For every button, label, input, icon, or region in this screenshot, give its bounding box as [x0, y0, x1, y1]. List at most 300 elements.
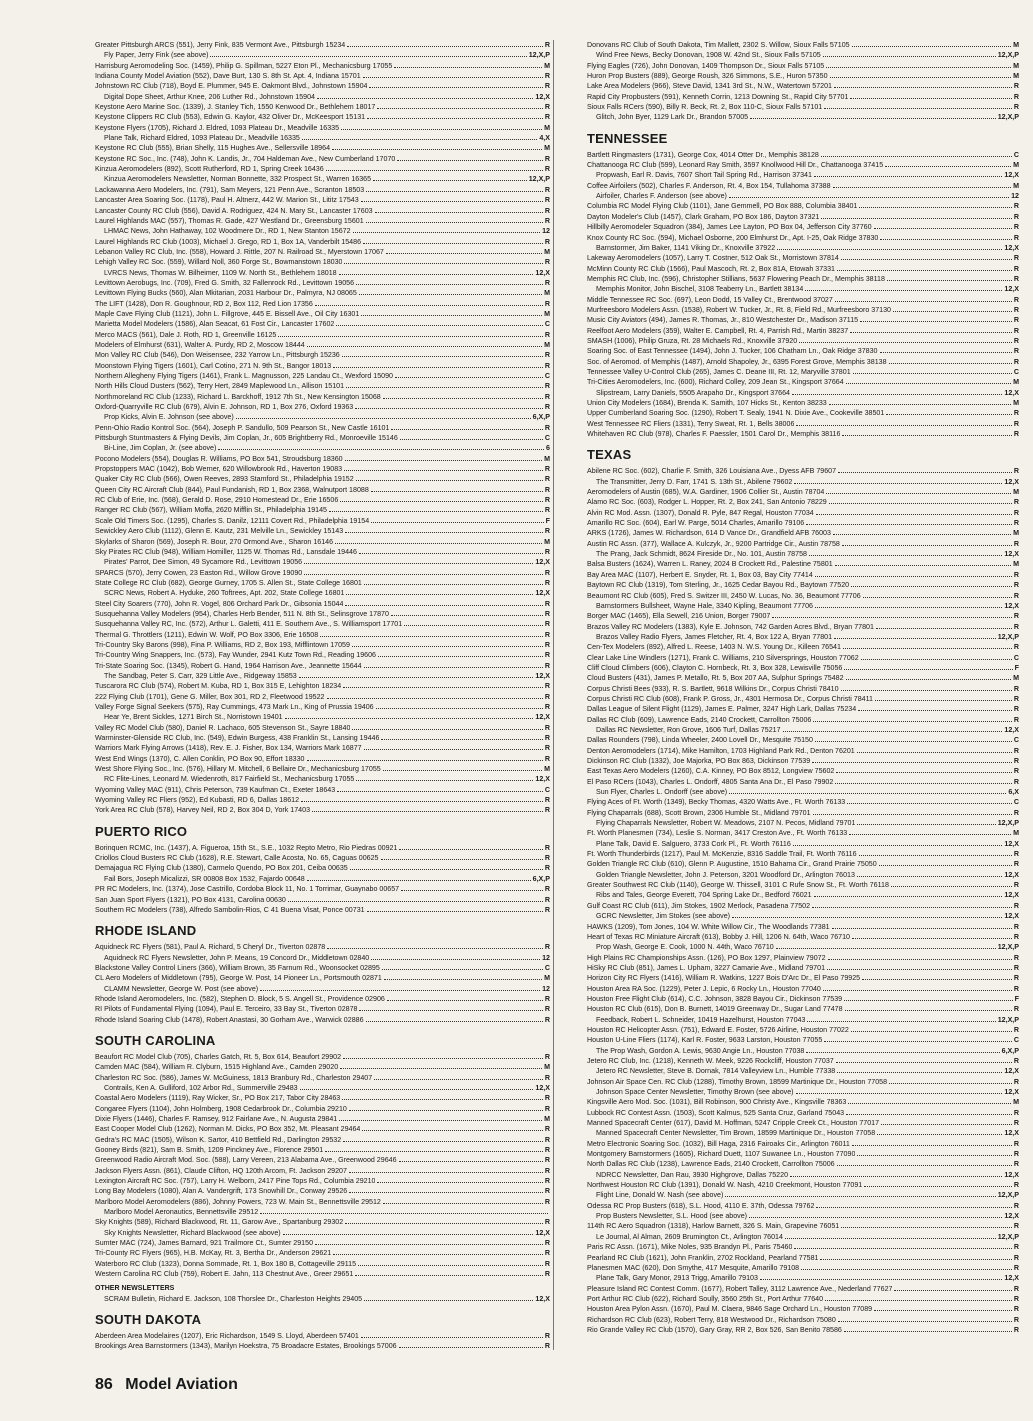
- leader-dots: [374, 1073, 543, 1080]
- entry-code: 6,X,P: [532, 874, 550, 883]
- entry-code: M: [1013, 61, 1019, 70]
- club-entry: [95, 681, 550, 691]
- entry-text: Hillbilly Aeromodeler Squadron (384), James Lee Layton, PO Box 04, Jefferson City 37760: [587, 223, 872, 232]
- leader-dots: [794, 1242, 1011, 1249]
- entry-text: Rhode Island Soaring Club (1478), Robert Anastasi, 30 Gorham Ave., Warwick 02886: [95, 1015, 364, 1024]
- leader-dots: [825, 1294, 1012, 1301]
- entry-text: Bartlett Ringmasters (1731), George Cox, 4014 Otter Dr., Memphis 38128: [587, 150, 819, 159]
- leader-dots: [801, 1263, 1012, 1270]
- entry-code: C: [1013, 736, 1019, 745]
- entry-text: CLAMM Newsletter, George W. Post (see above): [104, 984, 259, 993]
- club-entry: [587, 518, 1019, 528]
- club-entry: [587, 663, 1019, 673]
- entry-code: R: [544, 1187, 550, 1196]
- club-entry: [95, 495, 550, 505]
- entry-text: Lexington Aircraft RC Soc. (757), Larry H. Welborn, 2417 Pine Tops Rd., Columbia 29210: [95, 1177, 376, 1186]
- entry-code: R: [1013, 305, 1019, 314]
- entry-text: Houston RC Club (615), Don B. Burnett, 14019 Greenway Dr., Sugar Land 77478: [587, 1005, 843, 1014]
- newsletter-entry: [587, 890, 1019, 900]
- entry-text: Aeromodelers of Austin (685), W.A. Gardiner, 1906 Collier St., Austin 78704: [587, 488, 825, 497]
- entry-text: Wind Free News, Becky Donovan, 1908 W. 42nd St., Sioux Falls 57105: [596, 51, 821, 60]
- leader-dots: [835, 559, 1011, 566]
- club-entry: [95, 257, 550, 267]
- club-entry: [95, 640, 550, 650]
- entry-code: R: [544, 1156, 550, 1165]
- entry-code: R: [1013, 1150, 1019, 1159]
- entry-text: East Texas Aero Modelers (1260), C.A. Kinney, PO Box 8512, Longview 75602: [587, 767, 835, 776]
- entry-code: M: [1013, 560, 1019, 569]
- entry-text: Upper Cumberland Soaring Soc. (1290), Robert T. Sealy, 1941 N. Dixie Ave., Cookeville 38501: [587, 409, 885, 418]
- club-entry: [587, 1325, 1019, 1335]
- club-entry: [95, 884, 550, 894]
- entry-text: Clear Lake Line Windlers (1271), Frank C. Williams, 210 Silversprings, Houston 77062: [587, 653, 859, 662]
- leader-dots: [361, 309, 542, 316]
- leader-dots: [395, 371, 543, 378]
- entry-code: R: [544, 723, 550, 732]
- entry-text: West Tennessee RC Fliers (1331), Terry Sweat, Rt. 1, Bells 38006: [587, 419, 795, 428]
- club-entry: [95, 853, 550, 863]
- club-entry: [587, 1108, 1019, 1118]
- leader-dots: [346, 588, 533, 595]
- club-entry: [95, 578, 550, 588]
- state-heading: RHODE ISLAND: [95, 923, 197, 939]
- newsletter-entry: [587, 787, 1019, 797]
- newsletter-entry: [587, 284, 1019, 294]
- club-entry: [95, 1093, 550, 1103]
- entry-code: 12,X: [1004, 550, 1019, 559]
- club-entry: [95, 785, 550, 795]
- leader-dots: [881, 1118, 1012, 1125]
- leader-dots: [876, 622, 1012, 629]
- entry-code: 12,X,P: [528, 51, 550, 60]
- entry-code: R: [1013, 103, 1019, 112]
- entry-text: Laurel Highlands MAC (557), Thomas R. Gade, 427 Westland Dr., Greensburg 15601: [95, 216, 364, 225]
- entry-code: R: [1013, 777, 1019, 786]
- entry-code: 12,X: [535, 558, 550, 567]
- newsletter-entry: [95, 774, 550, 784]
- leader-dots: [837, 264, 1012, 271]
- club-entry: [587, 466, 1019, 476]
- entry-code: R: [544, 237, 550, 246]
- club-entry: [587, 642, 1019, 652]
- entry-text: Flying Chaparrals Newsletter, Robert W. Meadows, 2107 N. Pecos, Midland 79701: [596, 819, 856, 828]
- leader-dots: [377, 102, 543, 109]
- club-entry: [95, 895, 550, 905]
- leader-dots: [885, 160, 1011, 167]
- entry-code: M: [1013, 1098, 1019, 1107]
- club-entry: [587, 92, 1019, 102]
- entry-code: R: [544, 1239, 550, 1248]
- entry-text: Alvin RC Mod. Assn. (1307), Donald R. Pyle, 847 Regal, Houston 77034: [587, 508, 814, 517]
- entry-text: Wyoming Valley MAC (911), Chris Peterson, 739 Kaufman Ct., Exeter 18643: [95, 785, 336, 794]
- entry-text: Horizon City RC Flyers (1416), William R. Watkins, 1227 Bois D'Arc Dr., El Paso 79925: [587, 974, 861, 983]
- leader-dots: [813, 715, 1012, 722]
- entry-code: R: [544, 578, 550, 587]
- entry-code: R: [1013, 1181, 1019, 1190]
- club-entry: [95, 154, 550, 164]
- leader-dots: [325, 1145, 543, 1152]
- club-entry: [587, 580, 1019, 590]
- leader-dots: [383, 1197, 543, 1204]
- newsletter-entry: [587, 632, 1019, 642]
- leader-dots: [732, 911, 1002, 918]
- entry-text: Soaring Soc. of East Tennessee (1494), John J. Tucker, 106 Chatham Ln., Oak Ridge 37830: [587, 347, 878, 356]
- entry-text: Dallas Rounders (798), Linda Wheeler, 2400 Lovell Dr., Mesquite 75150: [587, 736, 813, 745]
- entry-text: San Juan Sport Flyers (1321), PO Box 4131, Carolina 00630: [95, 895, 286, 904]
- entry-code: 12,X: [1004, 285, 1019, 294]
- entry-code: R: [544, 403, 550, 412]
- leader-dots: [343, 1135, 543, 1142]
- club-entry: [587, 71, 1019, 81]
- leader-dots: [288, 895, 543, 902]
- leader-dots: [812, 901, 1012, 908]
- entry-code: R: [544, 754, 550, 763]
- leader-dots: [814, 890, 1003, 897]
- leader-dots: [391, 609, 543, 616]
- entry-text: Flight Line, Donald W. Nash (see above): [596, 1191, 724, 1200]
- entry-text: Glitch, John Byer, 1129 Lark Dr., Brandon 57005: [596, 113, 749, 122]
- entry-code: F: [545, 516, 550, 525]
- entry-text: Keystone Flyers (1705), Richard J. Eldred, 1093 Plateau Dr., Meadville 16335: [95, 123, 340, 132]
- entry-code: R: [1013, 1108, 1019, 1117]
- leader-dots: [853, 367, 1012, 374]
- leader-dots: [815, 601, 1002, 608]
- newsletter-entry: [587, 1211, 1019, 1221]
- leader-dots: [336, 319, 543, 326]
- entry-text: Flying Eagles (726), John Donovan, 1409 Thompson Dr., Sioux Falls 57105: [587, 61, 825, 70]
- entry-code: R: [1013, 1243, 1019, 1252]
- club-entry: [587, 539, 1019, 549]
- leader-dots: [344, 464, 543, 471]
- entry-code: 12,X: [1004, 725, 1019, 734]
- club-entry: [95, 112, 550, 122]
- leader-dots: [889, 357, 1012, 364]
- entry-text: Rhode Island Aeromodelers, Inc. (582), Stephen D. Block, 5 S. Angell St., Providence 02906: [95, 994, 385, 1003]
- entry-code: R: [1013, 963, 1019, 972]
- entry-text: Tri-Country Sky Barons (998), Fina P. Williams, RD 2, Box 193, Mifflintown 17059: [95, 640, 350, 649]
- newsletter-entry: [95, 412, 550, 422]
- magazine-title: Model Aviation: [125, 1376, 238, 1393]
- entry-code: R: [1013, 519, 1019, 528]
- entry-text: Propwash, Earl R. Davis, 7607 Short Tail Spring Rd., Harrison 37341: [596, 171, 812, 180]
- entry-code: R: [544, 547, 550, 556]
- leader-dots: [864, 1180, 1012, 1187]
- leader-dots: [400, 433, 543, 440]
- leader-dots: [830, 71, 1012, 78]
- club-entry: [587, 611, 1019, 621]
- entry-text: Metro Electronic Soaring Soc. (1032), Bill Haga, 2316 Fairoaks Cir., Arlington 76011: [587, 1139, 850, 1148]
- entry-text: Jackson Flyers Assn. (861), Claude Clifton, HQ 120th Arcom, Ft. Jackson 29207: [95, 1166, 347, 1175]
- leader-dots: [375, 206, 543, 213]
- club-entry: [587, 684, 1019, 694]
- entry-code: M: [1013, 529, 1019, 538]
- newsletter-entry: [95, 671, 550, 681]
- entry-text: Baytown RC Club (1319), Tom Sterling, Jr., 1625 Cedar Bayou Rd., Baytown 77520: [587, 581, 850, 590]
- leader-dots: [812, 756, 1012, 763]
- entry-code: R: [544, 506, 550, 515]
- club-entry: [95, 340, 550, 350]
- entry-code: R: [1013, 347, 1019, 356]
- entry-code: R: [1013, 860, 1019, 869]
- leader-dots: [304, 568, 543, 575]
- column-divider: [553, 40, 554, 1350]
- entry-text: Skylarks of Sharon (569), Joseph R. Bour, 270 Ormond Ave., Sharon 16146: [95, 537, 334, 546]
- leader-dots: [750, 112, 996, 119]
- entry-text: Prop Busters Newsletter, S.L. Hood (see above): [596, 1212, 748, 1221]
- club-entry: [587, 253, 1019, 263]
- entry-text: Tuscarora RC Club (574), Robert M. Kuba, RD 1, Box 315 E, Lehighton 18234: [95, 682, 342, 691]
- entry-code: R: [544, 1259, 550, 1268]
- entry-text: Lebanon Valley RC Club, Inc. (558), Howard J. Rittle, 207 N. Railroad St., Myerstown 17067: [95, 247, 384, 256]
- club-entry: [587, 570, 1019, 580]
- newsletter-entry: [95, 557, 550, 567]
- leader-dots: [874, 222, 1012, 229]
- leader-dots: [333, 361, 543, 368]
- club-entry: [587, 274, 1019, 284]
- leader-dots: [777, 243, 1002, 250]
- leader-dots: [260, 984, 540, 991]
- leader-dots: [857, 746, 1012, 753]
- page-footer: [95, 1376, 238, 1394]
- club-entry: [95, 863, 550, 873]
- entry-code: R: [1013, 1139, 1019, 1148]
- club-entry: [587, 797, 1019, 807]
- leader-dots: [210, 50, 526, 57]
- leader-dots: [391, 423, 542, 430]
- club-entry: [587, 497, 1019, 507]
- club-entry: [587, 1035, 1019, 1045]
- entry-text: Cloud Busters (431), James P. Metallo, Rt. 5, Box 207 AA, Sulphur Springs 75482: [587, 674, 844, 683]
- entry-text: Western Carolina RC Club (759), Robert E. Jahn, 113 Chestnut Ave., Greer 29651: [95, 1270, 354, 1279]
- entry-text: Sky Knights Newsletter, Richard Blackwood (see above): [104, 1228, 281, 1237]
- entry-text: Paris RC Assn. (1671), Mike Noles, 935 Brandyn Pl., Paris 75460: [587, 1243, 793, 1252]
- newsletter-entry: [587, 170, 1019, 180]
- leader-dots: [799, 336, 1012, 343]
- entry-code: 12,X: [535, 1083, 550, 1092]
- entry-code: R: [544, 465, 550, 474]
- entry-code: 12,X,P: [997, 632, 1019, 641]
- entry-code: R: [544, 651, 550, 660]
- entry-text: SPARCS (570), Jerry Cowen, 23 Easton Rd., Willow Grove 19090: [95, 568, 303, 577]
- leader-dots: [851, 580, 1012, 587]
- entry-text: Mon Valley RC Club (546), Don Weisensee, 232 Yarrow Ln., Pittsburgh 15236: [95, 351, 340, 360]
- entry-text: Bay Area MAC (1107), Herbert E. Snyder, Rt. 1, Box 03, Bay City 77414: [587, 570, 813, 579]
- entry-code: R: [1013, 974, 1019, 983]
- leader-dots: [345, 526, 543, 533]
- club-entry: [587, 808, 1019, 818]
- leader-dots: [359, 288, 542, 295]
- entry-code: R: [1013, 953, 1019, 962]
- club-entry: [587, 953, 1019, 963]
- club-entry: [587, 40, 1019, 50]
- leader-dots: [335, 537, 542, 544]
- entry-code: R: [544, 609, 550, 618]
- entry-code: M: [544, 144, 550, 153]
- leader-dots: [852, 40, 1011, 47]
- entry-code: R: [544, 843, 550, 852]
- entry-text: Knox County RC Soc. (594), Michael Osborne, 200 Elmhurst Dr., Apt. I-25, Oak Ridge 37830: [587, 233, 879, 242]
- entry-text: Northwest Houston RC Club (1391), Donald W. Nash, 4210 Creekmont, Houston 77091: [587, 1181, 863, 1190]
- entry-code: 12,X,P: [997, 1191, 1019, 1200]
- entry-code: R: [1013, 326, 1019, 335]
- newsletter-entry: [95, 712, 550, 722]
- entry-code: R: [544, 278, 550, 287]
- leader-dots: [386, 247, 542, 254]
- entry-code: R: [544, 330, 550, 339]
- leader-dots: [793, 839, 1003, 846]
- club-entry: [95, 1186, 550, 1196]
- leader-dots: [850, 326, 1012, 333]
- entry-code: R: [544, 72, 550, 81]
- club-entry: [95, 537, 550, 547]
- club-entry: [587, 346, 1019, 356]
- entry-text: Barnstormer, Jim Baker, 1141 Viking Dr., Knoxville 37922: [596, 243, 776, 252]
- leader-dots: [852, 932, 1012, 939]
- entry-text: Pearland RC Club (1621), John Franklin, 2702 Rockland, Pearland 77581: [587, 1253, 819, 1262]
- newsletter-entry: [587, 1066, 1019, 1076]
- newsletter-entry: [95, 984, 550, 994]
- leader-dots: [307, 874, 531, 881]
- entry-text: Plane Talk, Gary Monor, 2913 Trigg, Amarillo 79103: [596, 1274, 758, 1283]
- leader-dots: [824, 102, 1012, 109]
- entry-code: R: [1013, 274, 1019, 283]
- leader-dots: [838, 1315, 1012, 1322]
- entry-code: R: [1013, 316, 1019, 325]
- leader-dots: [352, 723, 542, 730]
- entry-text: Amarillo RC Soc. (604), Earl W. Parge, 5014 Charles, Amarillo 79106: [587, 519, 805, 528]
- entry-code: M: [1013, 399, 1019, 407]
- entry-code: 12: [542, 953, 550, 962]
- leader-dots: [301, 795, 543, 802]
- entry-code: R: [1013, 1305, 1019, 1314]
- entry-code: R: [544, 692, 550, 701]
- newsletter-entry: [587, 1015, 1019, 1025]
- leader-dots: [842, 539, 1012, 546]
- entry-text: Coffee Airfoilers (502), Charles F. Anderson, Rt. 4, Box 154, Tullahoma 37388: [587, 181, 831, 190]
- entry-text: Southern RC Modelers (738), Alfredo Sambolin-Rios, C 41 Buena Visat, Ponce 00731: [95, 905, 365, 914]
- leader-dots: [852, 1139, 1012, 1146]
- entry-text: Marlboro Model Aeromodelers (886), Johnny Powers, 723 W. Main St., Bennettsville 29512: [95, 1197, 381, 1206]
- entry-code: R: [1013, 202, 1019, 211]
- club-entry: [95, 505, 550, 515]
- leader-dots: [806, 1046, 999, 1053]
- entry-code: C: [544, 785, 550, 794]
- entry-text: The Prang, Jack Schmidt, 8624 Fireside Dr., No. 101, Austin 78758: [596, 550, 807, 559]
- newsletter-entry: [95, 1294, 550, 1304]
- newsletter-entry: [587, 549, 1019, 559]
- entry-text: HAWKS (1209), Tom Jones, 104 W. White Willow Cir., The Woodlands 77381: [587, 922, 830, 931]
- entry-text: Susquehanna Valley RC, Inc. (572), Arthur L. Galetti, 411 E. Southern Ave., S. Williamsport 17701: [95, 620, 403, 629]
- club-entry: [95, 143, 550, 153]
- entry-text: Ribs and Tales, George Everett, 704 Spring Lake Dr., Bedford 76021: [596, 891, 812, 900]
- entry-text: Houston RC Helicopter Assn. (751), Edward E. Foster, 5726 Airline, Houston 77022: [587, 1025, 849, 1034]
- club-entry: [95, 206, 550, 216]
- entry-text: NDRCC Newsletter, Dan Rau, 3930 Highgrove, Dallas 75220: [596, 1170, 789, 1179]
- newsletter-entry: [587, 870, 1019, 880]
- entry-code: R: [1013, 357, 1019, 366]
- entry-code: C: [544, 320, 550, 329]
- entry-text: Pocono Modelers (554), Douglas R. Williams, PO Box 541, Stroudsburg 18360: [95, 454, 343, 463]
- entry-code: R: [544, 361, 550, 370]
- leader-dots: [814, 170, 1002, 177]
- entry-code: R: [1013, 430, 1019, 439]
- entry-text: CL Aero Modelers of Middletown (795), George W. Post, 14 Pioneer Ln., Portsmouth 02871: [95, 974, 382, 983]
- entry-text: Donovans RC Club of South Dakota, Tim Mallett, 2302 S. Willow, Sioux Falls 57105: [587, 41, 850, 49]
- entry-code: R: [544, 382, 550, 391]
- entry-code: C: [544, 963, 550, 972]
- entry-text: Reelfoot Aero Modelers (359), Walter E. Campbell, Rt. 4, Parrish Rd., Martin 38237: [587, 326, 849, 335]
- club-entry: [587, 1315, 1019, 1325]
- leader-dots: [327, 692, 543, 699]
- club-entry: [587, 1004, 1019, 1014]
- entry-code: 12,X: [1004, 1170, 1019, 1179]
- entry-text: 114th RC Aero Squadron (1318), Harlow Barnett, 326 S. Main, Grapevine 76051: [587, 1222, 840, 1231]
- entry-text: Modelers of Elmhurst (631), Walter A. Purdy, RD 2, Moscow 18444: [95, 340, 305, 349]
- entry-code: R: [1013, 570, 1019, 579]
- leader-dots: [327, 942, 543, 949]
- leader-dots: [349, 1166, 543, 1173]
- leader-dots: [366, 216, 543, 223]
- entry-code: R: [544, 351, 550, 360]
- entry-text: Wyoming Valley RC Fliers (952), Ed Kubasti, RD 6, Dallas 18612: [95, 796, 300, 805]
- entry-text: Fail Bors, Joseph Micalizzi, SR 00808 Box 1532, Fajardo 00648: [104, 874, 305, 883]
- club-entry: [95, 71, 550, 81]
- leader-dots: [218, 443, 544, 450]
- entry-code: C: [544, 372, 550, 380]
- entry-text: Whitehaven RC Club (978), Charles F. Paessler, 1501 Carol Dr., Memphis 38116: [587, 430, 841, 439]
- entry-code: R: [1013, 705, 1019, 714]
- newsletter-entry: [587, 942, 1019, 952]
- entry-text: Coastal Aero Modelers (1119), Ray Wicker, Sr., PO Box 217, Tabor City 28463: [95, 1094, 341, 1103]
- entry-code: R: [1013, 1077, 1019, 1086]
- club-entry: [95, 40, 550, 50]
- club-entry: [95, 805, 550, 815]
- leader-dots: [824, 1035, 1012, 1042]
- entry-text: Keystone RC Soc., Inc. (748), John K. Landis, Jr., 704 Haldeman Ave., New Cumberland 17070: [95, 154, 396, 163]
- leader-dots: [339, 268, 534, 275]
- leader-dots: [783, 725, 1003, 732]
- leader-dots: [857, 1149, 1011, 1156]
- entry-text: Maple Cave Flying Club (1121), John L. Fillgrove, 445 E. Bissell Ave., Oil City 16301: [95, 309, 360, 318]
- newsletter-entry: [587, 388, 1019, 398]
- leader-dots: [356, 474, 543, 481]
- club-entry: [95, 319, 550, 329]
- entry-code: R: [544, 496, 550, 505]
- entry-code: R: [1013, 581, 1019, 590]
- entry-code: R: [544, 185, 550, 194]
- club-entry: [95, 702, 550, 712]
- club-entry: [587, 766, 1019, 776]
- leader-dots: [792, 388, 1002, 395]
- club-entry: [95, 754, 550, 764]
- entry-code: R: [1013, 539, 1019, 548]
- club-entry: [587, 1253, 1019, 1263]
- entry-text: Scale Old Timers Soc. (1295), Charles S. Danilz, 12111 Covert Rd., Philadelphia 19154: [95, 516, 370, 525]
- entry-code: R: [544, 864, 550, 873]
- entry-text: Chattanooga RC Club (599), Leonard Ray Smith, 3597 Knollwood Hill Dr., Chattanooga 37415: [587, 161, 884, 170]
- leader-dots: [846, 673, 1012, 680]
- entry-code: R: [1013, 419, 1019, 428]
- entry-text: Le Journal, Al Alman, 2609 Brumington Ct., Arlington 76014: [596, 1232, 783, 1241]
- newsletter-entry: [95, 443, 550, 453]
- entry-text: Susquehanna Valley Modelers (954), Charles Herb Bender, 511 N. 8th St., Selinsgrove 17870: [95, 609, 389, 618]
- leader-dots: [816, 1201, 1011, 1208]
- leader-dots: [381, 853, 543, 860]
- entry-code: R: [1013, 233, 1019, 242]
- club-entry: [587, 528, 1019, 538]
- leader-dots: [829, 497, 1012, 504]
- club-entry: [587, 1304, 1019, 1314]
